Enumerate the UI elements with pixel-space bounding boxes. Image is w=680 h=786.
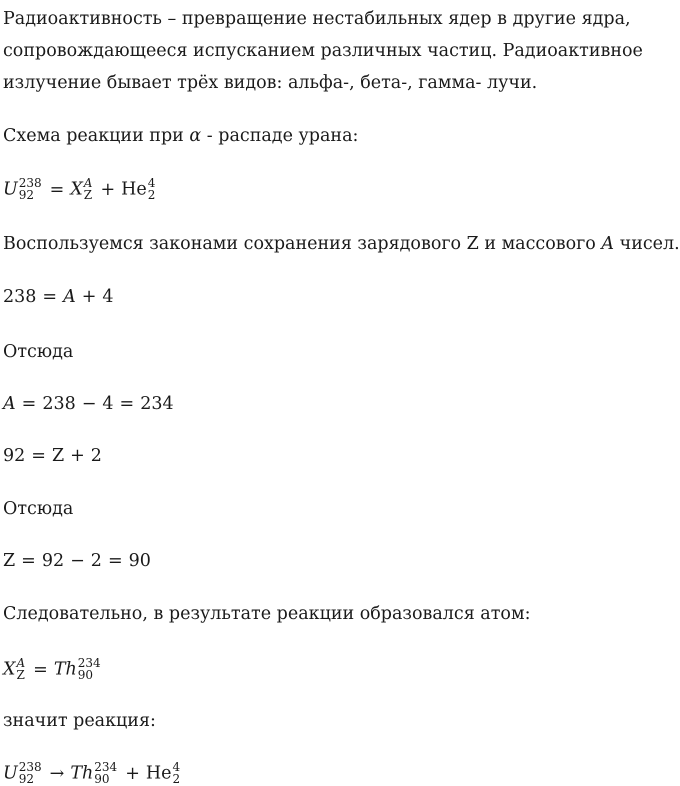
eq5-z: Z: [3, 551, 16, 571]
hence-label-1: Отсюда: [3, 342, 74, 362]
alpha-symbol: α: [189, 126, 202, 146]
eq4-left: 92: [3, 446, 26, 466]
intro-line-2: сопровождающееся испусканием различных частиц. Радиоактивное: [3, 41, 643, 61]
reaction-arrow: →: [49, 763, 65, 784]
uranium-symbol: U: [3, 179, 18, 200]
eq4-equals: =: [31, 446, 46, 466]
eq7-helium-symbol: He: [145, 763, 172, 784]
eq3-a: A: [3, 394, 16, 414]
mass-number-symbol: A: [601, 234, 615, 254]
eq6-x-symbol: X: [3, 659, 16, 680]
eq5-minus: −: [70, 551, 85, 571]
x-charge: Z: [83, 188, 93, 202]
eq7-helium-mass: 4: [172, 760, 181, 774]
heading-text-after: - распаде урана:: [201, 126, 359, 146]
eq7-uranium-charge: 92: [18, 772, 35, 786]
uranium-charge: 92: [18, 188, 35, 202]
uranium-indices: [19, 177, 42, 201]
equals-sign: =: [49, 179, 65, 200]
x-indices: [84, 177, 93, 201]
eq3-value-b: 4: [102, 394, 114, 414]
conservation-text-after: чисел.: [614, 234, 680, 254]
hence-label-2: Отсюда: [3, 499, 74, 519]
thorium-mass: 234: [77, 656, 101, 670]
eq5-value-a: 92: [41, 551, 65, 571]
eq2-a: A: [63, 287, 76, 307]
intro-line-3: излучение бывает трёх видов: альфа-, бета-, гамма- лучи.: [3, 73, 538, 93]
equation-mass-balance: [3, 286, 114, 308]
eq6-x-mass: A: [16, 656, 26, 670]
eq6-x-charge: Z: [16, 668, 25, 682]
thorium-symbol: Th: [53, 659, 77, 680]
reaction-label: значит реакция:: [3, 711, 156, 731]
eq3-equals-1: =: [21, 394, 37, 414]
eq5-equals-2: =: [107, 551, 123, 571]
x-mass: A: [83, 176, 93, 190]
eq4-z: Z: [51, 446, 65, 466]
uranium-mass: 238: [18, 176, 42, 190]
eq7-uranium-mass: 238: [18, 760, 42, 774]
equation-charge-result: [3, 550, 151, 572]
eq7-uranium-symbol: U: [3, 763, 18, 784]
equation-final-reaction: [3, 762, 182, 786]
eq6-equals: =: [33, 659, 48, 680]
thorium-charge: 90: [77, 668, 94, 682]
eq3-result: 234: [140, 394, 174, 414]
equation-resulting-atom: [3, 658, 103, 682]
plus-sign: +: [100, 179, 116, 200]
eq7-thorium-symbol: Th: [70, 763, 94, 784]
intro-line-1: Радиоактивность – превращение нестабильных ядер в другие ядра,: [3, 9, 631, 29]
helium-symbol: He: [121, 179, 147, 200]
equation-reaction-scheme: [3, 178, 157, 202]
eq6-x-indices: [16, 657, 25, 681]
thorium-indices: [78, 657, 101, 681]
conclusion-text: Следовательно, в результате реакции образовался атом:: [3, 604, 531, 624]
helium-indices: [148, 177, 156, 201]
eq7-uranium-indices: [19, 761, 42, 785]
eq5-result: 90: [128, 551, 151, 571]
helium-mass: 4: [147, 176, 156, 190]
eq2-right: 4: [102, 287, 114, 307]
eq2-equals: =: [42, 287, 58, 307]
alpha-decay-heading: [3, 125, 358, 147]
conservation-text-before: Воспользуемся законами сохранения зарядового Z и массового: [3, 234, 602, 254]
eq5-equals-1: =: [21, 551, 36, 571]
eq7-helium-charge: 2: [172, 772, 181, 786]
eq4-right: 2: [90, 446, 102, 466]
x-symbol: X: [70, 179, 83, 200]
eq3-equals-2: =: [119, 394, 135, 414]
eq2-plus: +: [81, 287, 97, 307]
eq2-left: 238: [3, 287, 37, 307]
eq7-plus: +: [125, 763, 140, 784]
eq3-minus: −: [81, 394, 97, 414]
eq7-thorium-mass: 234: [94, 760, 118, 774]
eq7-thorium-charge: 90: [94, 772, 110, 786]
equation-charge-balance: [3, 445, 102, 467]
equation-mass-result: [3, 393, 174, 415]
eq4-plus: +: [70, 446, 85, 466]
helium-charge: 2: [147, 188, 156, 202]
heading-text-before: Схема реакции при: [3, 126, 190, 146]
eq7-thorium-indices: [94, 761, 117, 785]
eq5-value-b: 2: [90, 551, 102, 571]
conservation-laws-text: [3, 233, 680, 255]
eq7-helium-indices: [172, 761, 180, 785]
eq3-value-a: 238: [42, 394, 76, 414]
